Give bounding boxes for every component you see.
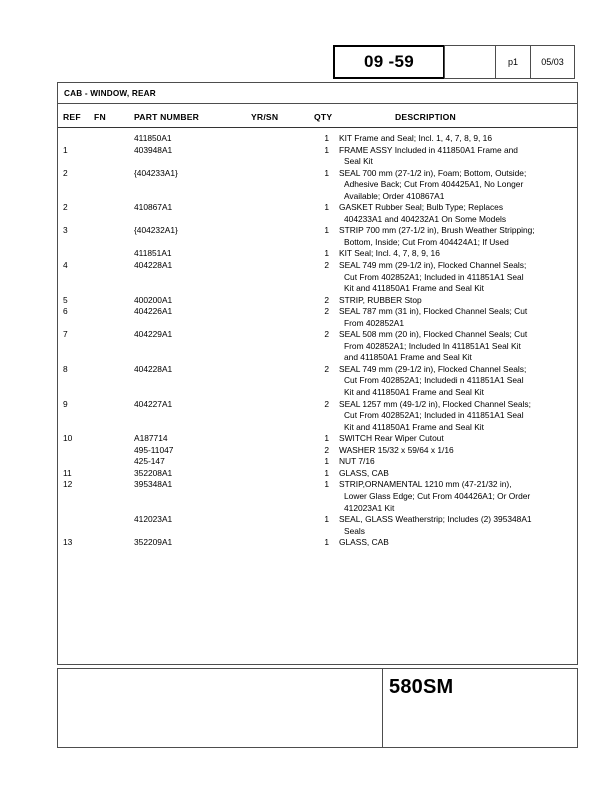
row-description-line: SEAL 749 mm (29-1/2 in), Flocked Channel Seals; [339, 260, 527, 271]
header-blank-box [444, 45, 496, 79]
row-description-line: Seals [344, 525, 365, 536]
row-part-number: 404226A1 [134, 306, 173, 317]
footer-box [57, 668, 578, 748]
row-description-line: FRAME ASSY Included in 411850A1 Frame and [339, 144, 518, 155]
table-row [58, 306, 577, 329]
table-row [58, 295, 577, 307]
row-description-line: WASHER 15/32 x 59/64 x 1/16 [339, 444, 454, 455]
row-ref: 2 [63, 167, 68, 178]
row-qty: 1 [324, 144, 329, 155]
table-row [58, 145, 577, 168]
column-header-ref: REF [63, 112, 81, 122]
row-ref: 4 [63, 260, 68, 271]
section-number-box: 09 -59 [333, 45, 445, 79]
row-description-line: SEAL 1257 mm (49-1/2 in), Flocked Channel Seals; [339, 398, 531, 409]
row-description [339, 295, 577, 307]
row-description [339, 306, 577, 329]
table-row [58, 445, 577, 457]
table-row [58, 433, 577, 445]
row-part-number: 425-147 [134, 456, 165, 467]
row-ref: 13 [63, 537, 73, 548]
footer-right-pane [383, 669, 577, 747]
row-description [339, 514, 577, 537]
footer-left-pane [58, 669, 383, 747]
row-description-line: Kit and 411850A1 Frame and Seal Kit [344, 387, 484, 398]
row-qty: 1 [324, 225, 329, 236]
row-description [339, 399, 577, 434]
row-description-line: Kit and 411850A1 Frame and Seal Kit [344, 283, 484, 294]
row-description-line: SWITCH Rear Wiper Cutout [339, 433, 444, 444]
row-qty: 1 [324, 248, 329, 259]
row-description [339, 479, 577, 514]
row-part-number: 404228A1 [134, 260, 173, 271]
row-description [339, 145, 577, 168]
group-title-row [58, 83, 577, 104]
row-ref: 3 [63, 225, 68, 236]
row-description [339, 202, 577, 225]
row-part-number: {404232A1} [134, 225, 178, 236]
row-description [339, 456, 577, 468]
table-row [58, 399, 577, 434]
row-description [339, 225, 577, 248]
row-description [339, 168, 577, 203]
row-description [339, 248, 577, 260]
row-part-number: 410867A1 [134, 202, 173, 213]
row-description-line: KIT Seal; Incl. 4, 7, 8, 9, 16 [339, 248, 440, 259]
table-row [58, 225, 577, 248]
row-description-line: SEAL 749 mm (29-1/2 in), Flocked Channel Seals; [339, 363, 527, 374]
row-description-line: Available; Order 410867A1 [344, 190, 445, 201]
row-qty: 1 [324, 433, 329, 444]
table-row [58, 202, 577, 225]
row-qty: 1 [324, 537, 329, 548]
row-description-line: Bottom, Inside; Cut From 404424A1; If Used [344, 236, 509, 247]
parts-table-body [58, 128, 577, 549]
row-qty: 2 [324, 363, 329, 374]
table-row [58, 456, 577, 468]
row-qty: 2 [324, 329, 329, 340]
table-row [58, 168, 577, 203]
parts-table [57, 82, 578, 665]
row-description-line: NUT 7/16 [339, 456, 375, 467]
row-description-line: GLASS, CAB [339, 467, 389, 478]
row-qty: 2 [324, 398, 329, 409]
row-part-number: 352209A1 [134, 537, 173, 548]
row-description [339, 133, 577, 145]
model-number: 580SM [389, 676, 454, 698]
revision-date-box: 05/03 [530, 45, 575, 79]
row-description-line: KIT Frame and Seal; Incl. 1, 4, 7, 8, 9, 16 [339, 133, 493, 143]
row-part-number: 395348A1 [134, 479, 173, 490]
row-qty: 1 [324, 133, 329, 143]
row-description-line: STRIP, RUBBER Stop [339, 294, 422, 305]
row-ref: 7 [63, 329, 68, 340]
row-ref: 6 [63, 306, 68, 317]
row-qty: 1 [324, 456, 329, 467]
row-ref: 10 [63, 433, 73, 444]
row-part-number: 412023A1 [134, 514, 173, 525]
row-description-line: Cut From 402852A1; Included in 411851A1 Seal [344, 271, 524, 282]
row-description-line: GASKET Rubber Seal; Bulb Type; Replaces [339, 202, 504, 213]
row-description-line: SEAL 700 mm (27-1/2 in), Foam; Bottom, Outside; [339, 167, 527, 178]
row-part-number: A187714 [134, 433, 168, 444]
table-row [58, 248, 577, 260]
row-description-line: SEAL 508 mm (20 in), Flocked Channel Seals; Cut [339, 329, 528, 340]
table-column-headers [58, 104, 577, 128]
row-description-line: 412023A1 Kit [344, 502, 395, 513]
row-description [339, 329, 577, 364]
row-part-number: 495-11047 [134, 444, 174, 455]
row-description [339, 537, 577, 549]
row-part-number: 411850A1 [134, 133, 172, 143]
row-ref: 11 [63, 467, 72, 478]
row-part-number: 411851A1 [134, 248, 172, 259]
table-row [58, 479, 577, 514]
row-qty: 2 [324, 444, 329, 455]
row-qty: 1 [324, 479, 329, 490]
page-header-strip [333, 45, 578, 79]
row-part-number: 404227A1 [134, 398, 173, 409]
row-description [339, 468, 577, 480]
group-title: CAB - WINDOW, REAR [64, 88, 156, 98]
row-ref: 5 [63, 294, 68, 305]
row-qty: 2 [324, 306, 329, 317]
page-number-box: p1 [495, 45, 531, 79]
column-header-part-number: PART NUMBER [134, 112, 200, 122]
row-description-line: 404233A1 and 404232A1 On Some Models [344, 213, 507, 224]
table-row [58, 364, 577, 399]
column-header-yr-sn: YR/SN [251, 112, 279, 122]
table-row [58, 514, 577, 537]
row-description [339, 260, 577, 295]
row-part-number: {404233A1} [134, 167, 178, 178]
row-ref: 2 [63, 202, 68, 213]
row-ref: 8 [63, 363, 68, 374]
row-part-number: 400200A1 [134, 294, 173, 305]
row-description-line: Lower Glass Edge; Cut From 404426A1; Or Order [344, 490, 531, 501]
row-description-line: Cut From 402852A1; Includedi n 411851A1 Seal [344, 375, 524, 386]
row-description-line: Cut From 402852A1; Included in 411851A1 Seal [344, 410, 524, 421]
column-header-fn: FN [94, 112, 106, 122]
column-header-qty: QTY [314, 112, 333, 122]
row-description-line: STRIP 700 mm (27-1/2 in), Brush Weather Stripping; [339, 225, 535, 236]
row-description [339, 364, 577, 399]
row-description-line: SEAL, GLASS Weatherstrip; Includes (2) 395348A1 [339, 514, 532, 525]
row-description-line: Adhesive Back; Cut From 404425A1, No Longer [344, 179, 524, 190]
row-description [339, 433, 577, 445]
table-row [58, 468, 577, 480]
row-description-line: From 402852A1 [344, 317, 405, 328]
row-description-line: Seal Kit [344, 156, 373, 167]
row-ref: 12 [63, 479, 73, 490]
row-ref: 1 [63, 144, 68, 155]
row-description-line: GLASS, CAB [339, 537, 389, 548]
table-row [58, 329, 577, 364]
row-part-number: 352208A1 [134, 467, 173, 478]
row-description-line: STRIP,ORNAMENTAL 1210 mm (47-21/32 in), [339, 479, 512, 490]
row-qty: 1 [324, 467, 329, 478]
row-qty: 1 [324, 202, 329, 213]
row-description-line: From 402852A1; Included In 411851A1 Seal Kit [344, 340, 521, 351]
row-part-number: 404229A1 [134, 329, 173, 340]
table-row [58, 260, 577, 295]
row-description [339, 445, 577, 457]
row-qty: 1 [324, 167, 329, 178]
row-description-line: SEAL 787 mm (31 in), Flocked Channel Seals; Cut [339, 306, 528, 317]
row-part-number: 404228A1 [134, 363, 173, 374]
row-description-line: and 411850A1 Frame and Seal Kit [344, 352, 472, 363]
row-qty: 1 [324, 514, 329, 525]
table-row [58, 133, 577, 145]
row-description-line: Kit and 411850A1 Frame and Seal Kit [344, 421, 484, 432]
row-ref: 9 [63, 398, 68, 409]
row-qty: 2 [324, 294, 329, 305]
row-qty: 2 [324, 260, 329, 271]
row-part-number: 403948A1 [134, 144, 173, 155]
column-header-description: DESCRIPTION [395, 112, 456, 122]
table-row [58, 537, 577, 549]
